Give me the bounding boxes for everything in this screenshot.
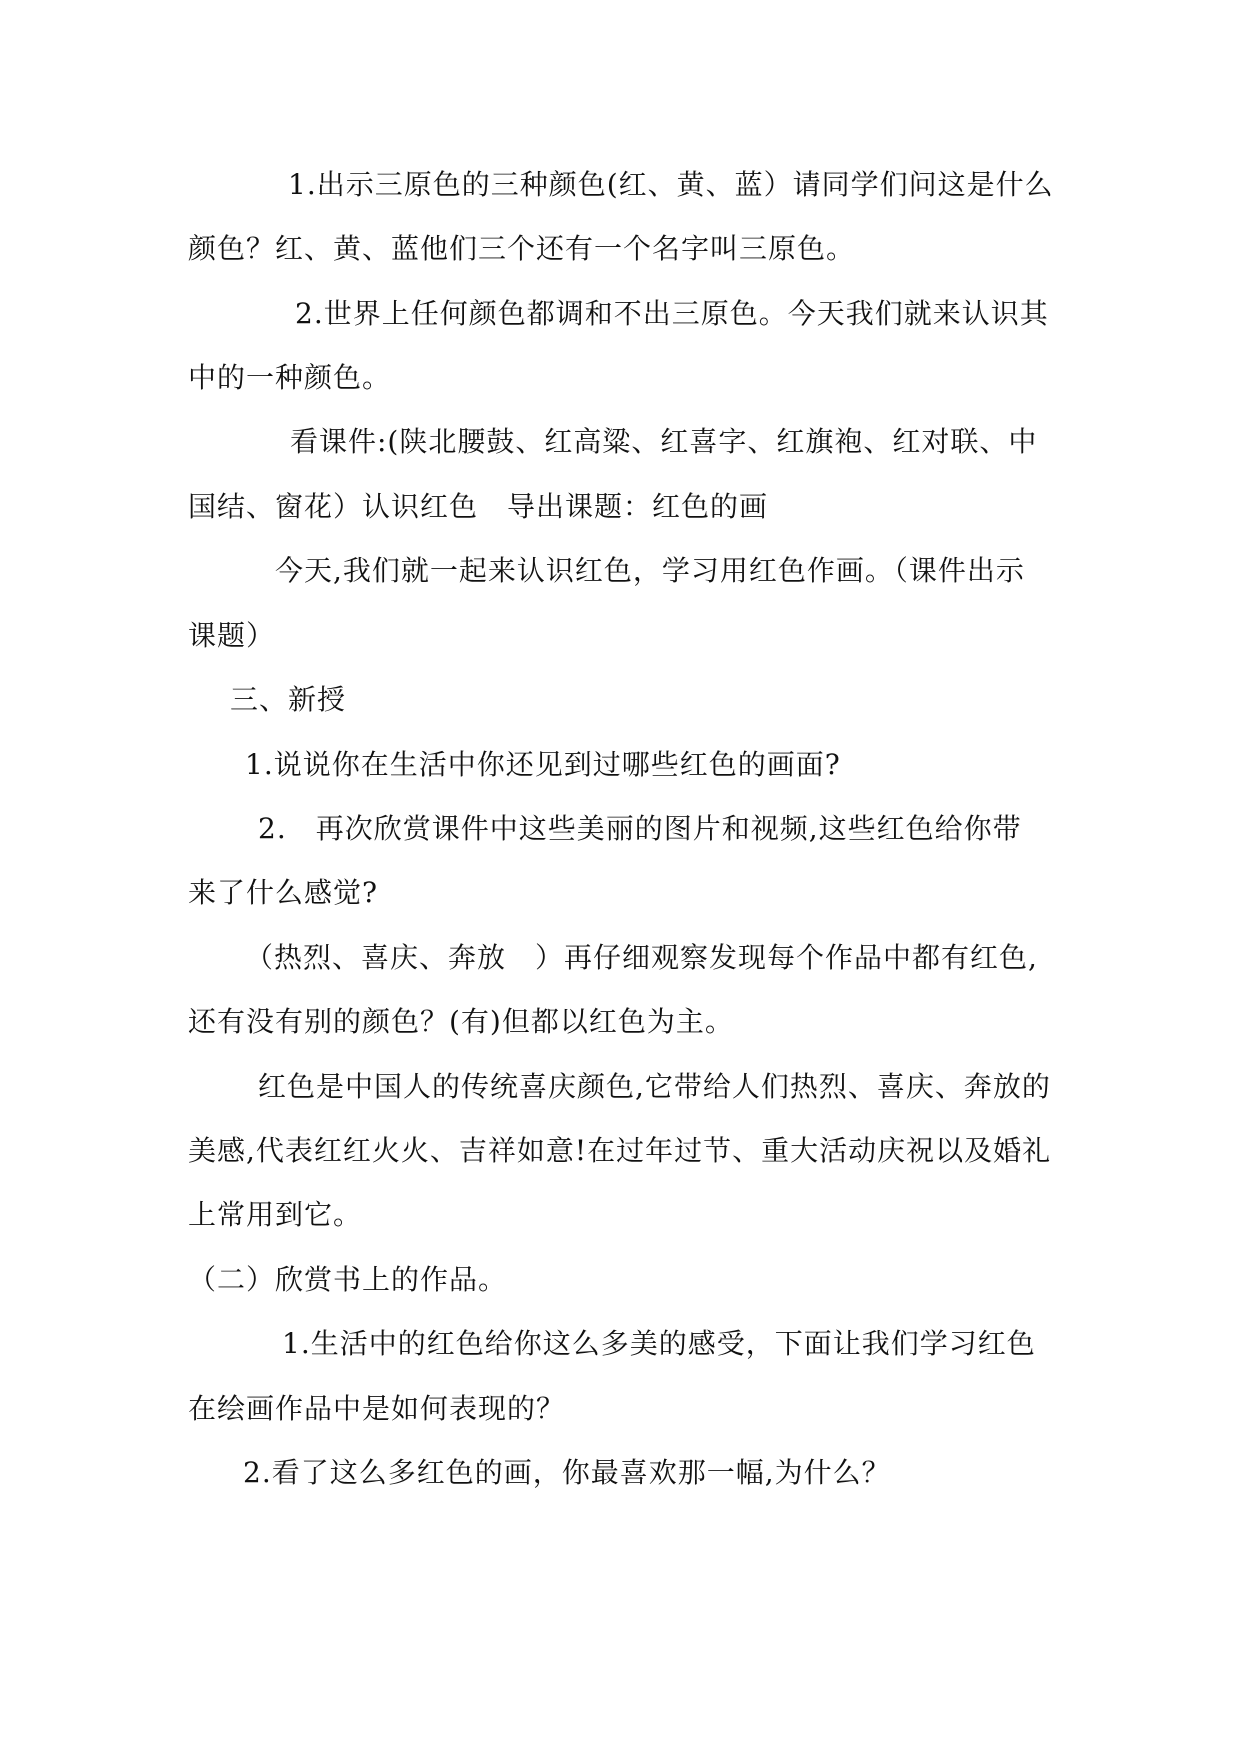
text-line: 上常用到它。 xyxy=(188,1198,363,1231)
text-line: 红色是中国人的传统喜庆颜色,它带给人们热烈、喜庆、奔放的 xyxy=(258,1070,1051,1103)
text-line: 来了什么感觉? xyxy=(188,876,379,909)
text-line: 课题） xyxy=(188,619,276,652)
text-line: 看课件:(陕北腰鼓、红高粱、红喜字、红旗袍、红对联、中 xyxy=(290,425,1038,458)
text-line: 中的一种颜色。 xyxy=(188,361,392,394)
text-line: 国结、窗花）认识红色 导出课题：红色的画 xyxy=(188,490,769,523)
text-line: 在绘画作品中是如何表现的？ xyxy=(188,1392,566,1425)
text-line: （热烈、喜庆、奔放 ）再仔细观察发现每个作品中都有红色, xyxy=(245,941,1038,974)
text-line: 今天,我们就一起来认识红色，学习用红色作画。（课件出示 xyxy=(275,554,1025,587)
text-line: 美感,代表红红火火、吉祥如意!在过年过节、重大活动庆祝以及婚礼 xyxy=(188,1134,1052,1167)
text-line: 还有没有别的颜色？(有)但都以红色为主。 xyxy=(188,1005,734,1038)
text-line: 1.出示三原色的三种颜色(红、黄、蓝）请同学们问这是什么 xyxy=(288,168,1054,201)
text-line: 1.说说你在生活中你还见到过哪些红色的画面? xyxy=(245,748,841,781)
section-heading: （二）欣赏书上的作品。 xyxy=(188,1263,508,1296)
text-line: 2.世界上任何颜色都调和不出三原色。今天我们就来认识其 xyxy=(295,297,1049,330)
text-line: 2.看了这么多红色的画，你最喜欢那一幅,为什么？ xyxy=(243,1456,891,1489)
text-line: 颜色？红、黄、蓝他们三个还有一个名字叫三原色。 xyxy=(188,232,856,265)
text-line: 1.生活中的红色给你这么多美的感受，下面让我们学习红色 xyxy=(282,1327,1036,1360)
text-line: 2. 再次欣赏课件中这些美丽的图片和视频,这些红色给你带 xyxy=(258,812,1022,845)
section-heading: 三、新授 xyxy=(230,683,347,716)
